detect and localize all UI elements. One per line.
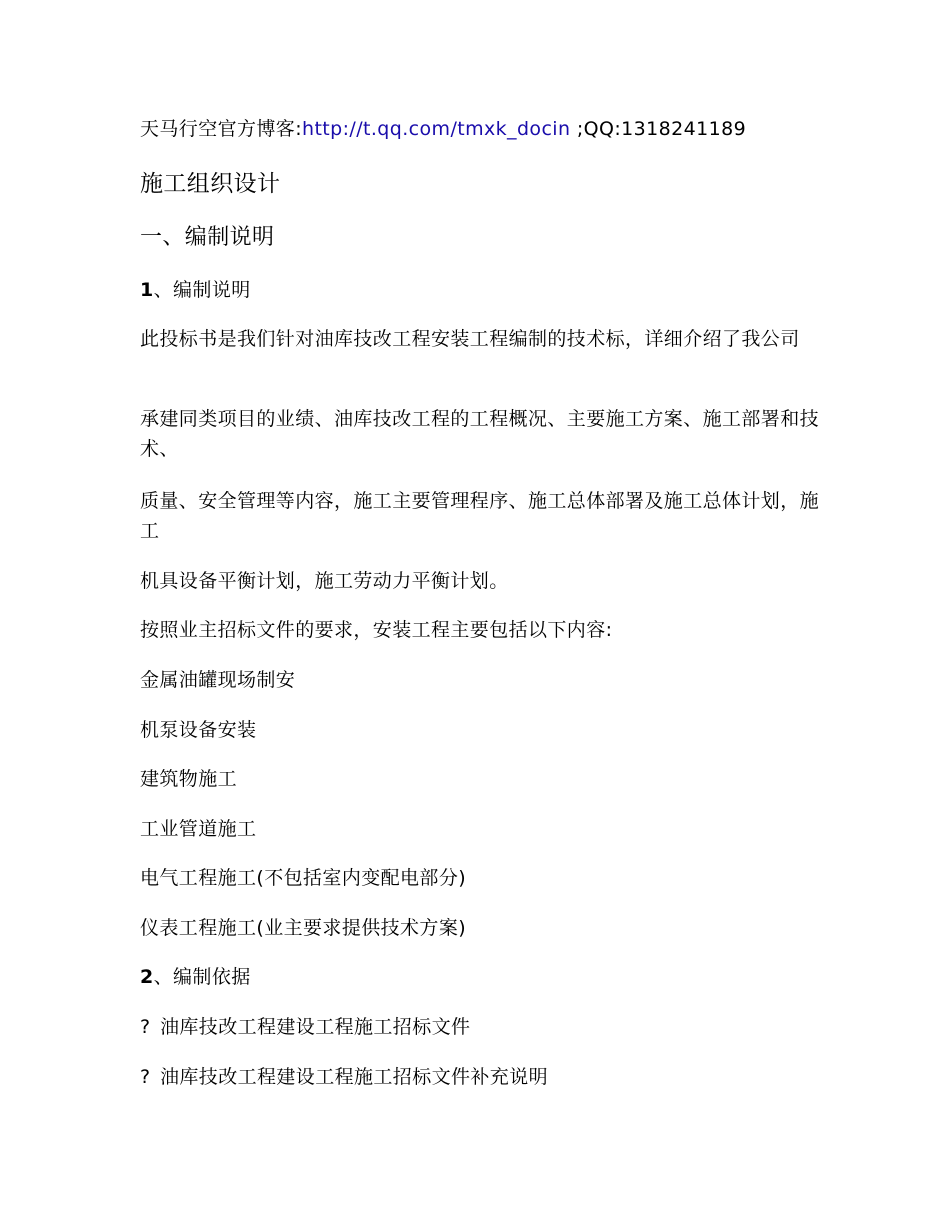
basis-text: 油库技改工程建设工程施工招标文件补充说明 [160, 1066, 549, 1088]
subsection-heading-2 [140, 962, 820, 992]
section-heading: 一、编制说明 [140, 225, 275, 250]
list-item: 仪表工程施工(业主要求提供技术方案) [140, 917, 467, 939]
subsection-number: 1 [140, 279, 154, 301]
paragraph: 质量、安全管理等内容，施工主要管理程序、施工总体部署及施工总体计划，施工 [140, 490, 820, 542]
header-line [140, 114, 820, 144]
list-item: 建筑物施工 [140, 768, 238, 790]
list-item: 金属油罐现场制安 [140, 669, 296, 691]
paragraph: 机具设备平衡计划，施工劳动力平衡计划。 [140, 570, 509, 592]
subsection-heading-1 [140, 275, 820, 305]
bullet-mark: ? [140, 1016, 151, 1038]
list-item: 电气工程施工(不包括室内变配电部分) [140, 867, 467, 889]
basis-item [140, 1012, 820, 1042]
header-prefix: 天马行空官方博客: [140, 118, 303, 140]
subsection-text: 、编制依据 [153, 966, 251, 988]
blog-link[interactable]: http://t.qq.com/tmxk_docin [302, 118, 571, 140]
subsection-text: 、编制说明 [153, 279, 251, 301]
document-title: 施工组织设计 [140, 171, 281, 197]
header-suffix: ;QQ:1318241189 [570, 118, 747, 140]
paragraph: 承建同类项目的业绩、油库技改工程的工程概况、主要施工方案、施工部署和技术、 [140, 408, 820, 460]
bullet-mark: ? [140, 1066, 151, 1088]
paragraph: 此投标书是我们针对油库技改工程安装工程编制的技术标，详细介绍了我公司 [140, 328, 800, 350]
list-item: 机泵设备安装 [140, 719, 257, 741]
subsection-number: 2 [140, 966, 154, 988]
basis-text: 油库技改工程建设工程施工招标文件 [160, 1016, 471, 1038]
list-item: 工业管道施工 [140, 818, 257, 840]
paragraph: 按照业主招标文件的要求，安装工程主要包括以下内容: [140, 619, 613, 641]
basis-item [140, 1062, 820, 1092]
